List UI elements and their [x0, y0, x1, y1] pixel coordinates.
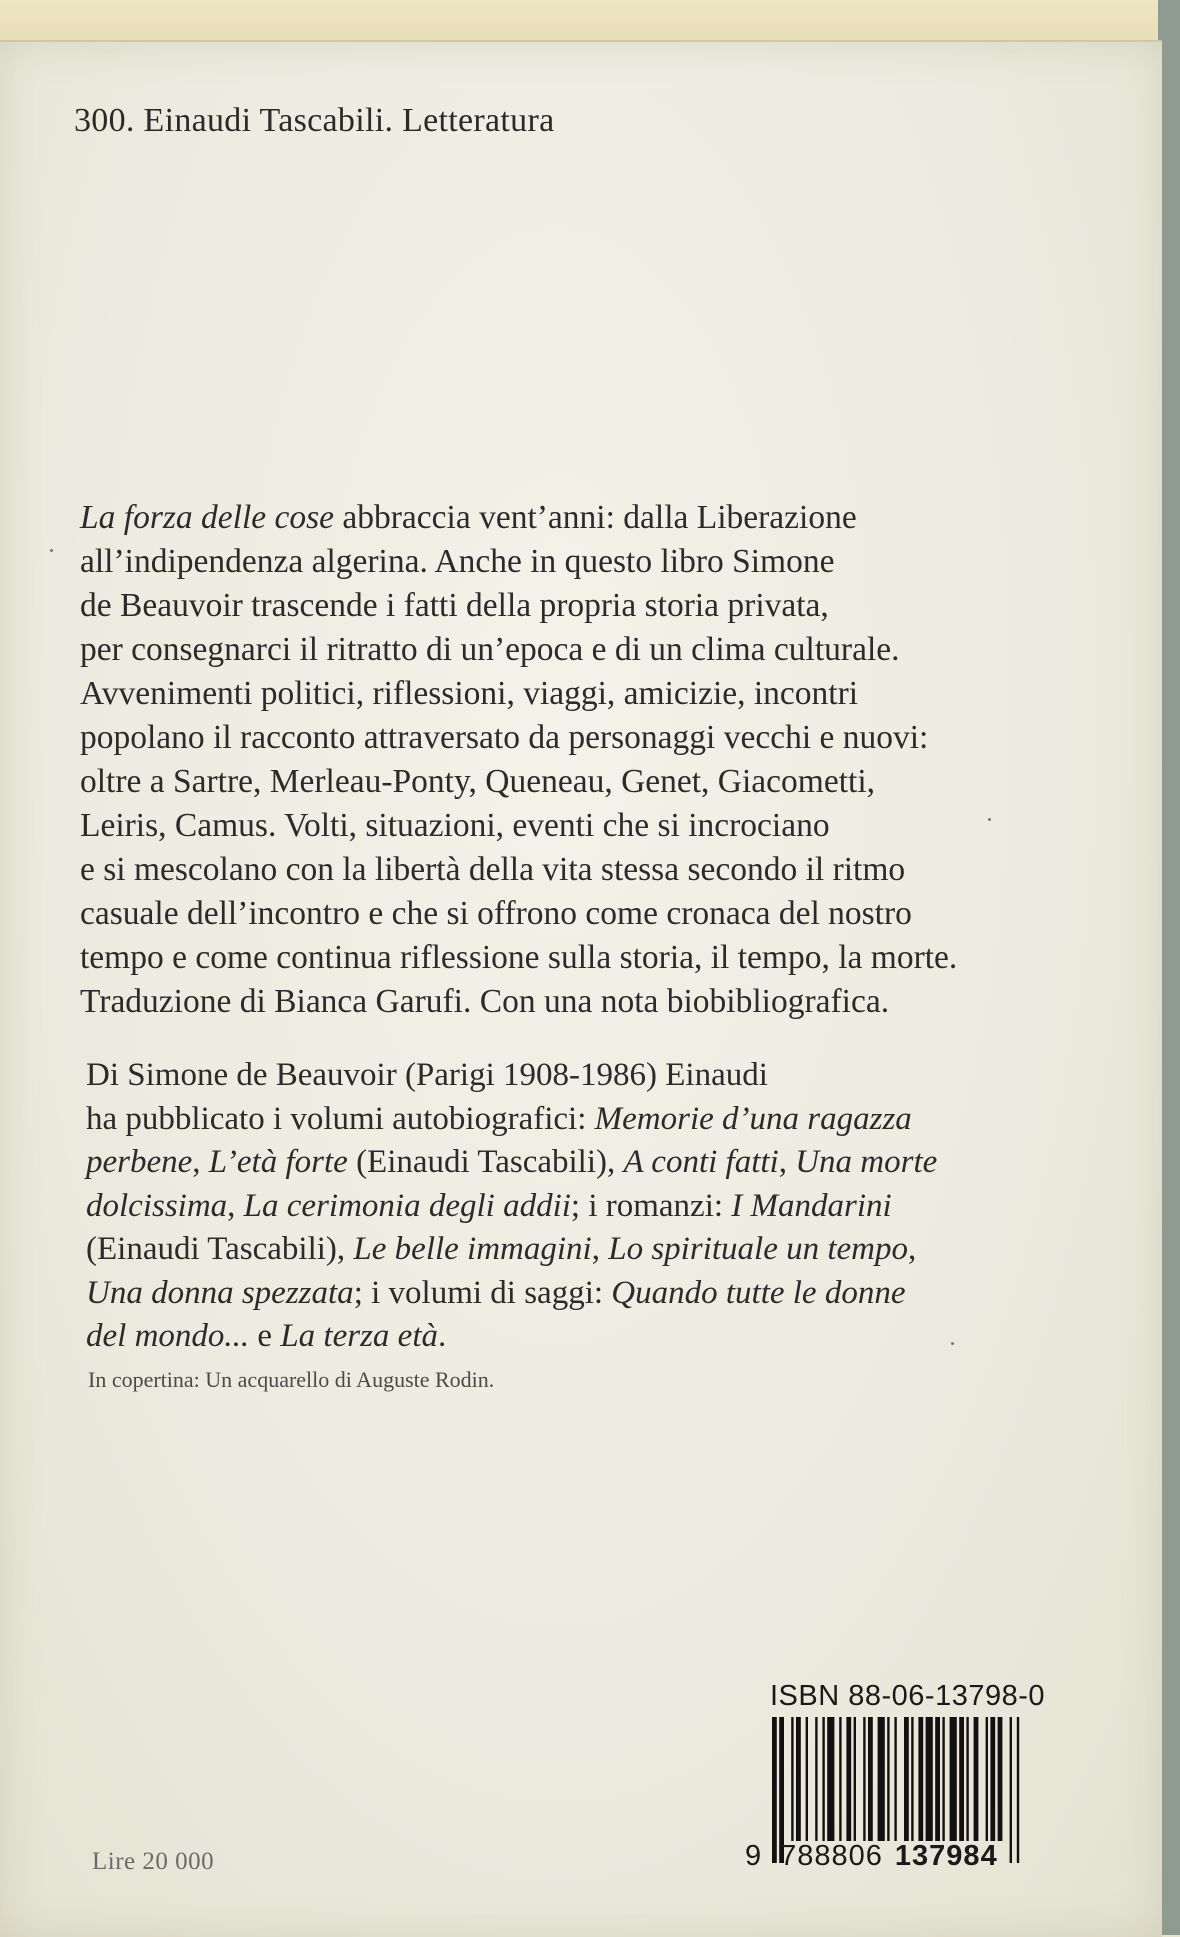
barcode-bar	[868, 1717, 873, 1841]
blurb-line: per consegnarci il ritratto di un’epoca e di un clima culturale.	[80, 631, 900, 668]
blurb-line: tempo e come continua riflessione sulla storia, il tempo, la morte.	[80, 939, 958, 976]
barcode-bar	[887, 1717, 889, 1841]
blurb-line: Leiris, Camus. Volti, situazioni, eventi che si incrociano	[80, 807, 830, 844]
barcode-bar	[935, 1717, 940, 1841]
bio-line: Una donna spezzata; i volumi di saggi: Quando tutte le donne	[86, 1274, 906, 1311]
barcode-bar	[926, 1717, 933, 1841]
bio-line: ha pubblicato i volumi autobiografici: Memorie d’una ragazza	[86, 1100, 912, 1137]
bio-line: dolcissima, La cerimonia degli addii; i romanzi: I Mandarini	[86, 1187, 892, 1224]
speck	[988, 818, 991, 821]
blurb-line: popolano il racconto attraversato da personaggi vecchi e nuovi:	[80, 719, 929, 756]
cover-credit: In copertina: Un acquarello di Auguste Rodin.	[88, 1367, 495, 1392]
barcode-bar	[990, 1717, 995, 1841]
blurb-line: all’indipendenza algerina. Anche in questo libro Simone	[80, 543, 835, 580]
bio-line: (Einaudi Tascabili), Le belle immagini, Lo spirituale un tempo,	[86, 1231, 917, 1267]
bio-line: del mondo... e La terza età.	[86, 1318, 447, 1354]
bio-line: perbene, L’età forte (Einaudi Tascabili), A conti fatti, Una morte	[86, 1144, 938, 1180]
barcode-bar	[986, 1717, 988, 1841]
barcode-bar	[904, 1717, 909, 1841]
barcode-bar	[839, 1717, 841, 1841]
speck	[50, 549, 53, 552]
barcode-bar	[796, 1717, 801, 1841]
blurb-line: de Beauvoir trascende i fatti della propria storia privata,	[80, 587, 829, 624]
barcode-bar	[791, 1717, 793, 1841]
book-title: La forza delle cose	[80, 499, 335, 536]
barcode-bar	[854, 1717, 856, 1841]
bibliography-paragraph	[86, 1054, 1106, 1359]
ean-left-group: 788806	[780, 1840, 883, 1872]
blurb-paragraph	[80, 496, 1110, 1024]
barcode-bar	[878, 1717, 885, 1841]
barcode-bar	[815, 1717, 817, 1841]
blurb-line: e si mescolano con la libertà della vita stessa secondo il ritmo	[80, 851, 906, 888]
barcode-bar	[918, 1717, 923, 1841]
blurb-line: oltre a Sartre, Merleau-Ponty, Queneau, Genet, Giacometti,	[80, 763, 876, 800]
speck	[951, 1342, 954, 1345]
ean-digits	[745, 1840, 998, 1873]
barcode-bar	[950, 1717, 957, 1841]
barcode-bar	[911, 1717, 913, 1841]
barcode-bar	[942, 1717, 944, 1841]
translation-note: Traduzione di Bianca Garufi. Con una nota biobibliografica.	[80, 983, 890, 1020]
barcode-bar	[959, 1717, 964, 1841]
blurb-line: Avvenimenti politici, riflessioni, viaggi, amicizie, incontri	[80, 675, 859, 712]
barcode-bar	[806, 1717, 808, 1841]
barcode-bar	[966, 1717, 968, 1841]
blurb-line: La forza delle cose abbraccia vent’anni: dalla Liberazione	[80, 499, 857, 536]
barcode-bar	[827, 1717, 834, 1841]
isbn-label: ISBN 88-06-13798-0	[770, 1680, 1045, 1712]
barcode-bar	[822, 1717, 824, 1841]
blurb-line: casuale dell’incontro e che si offrono come cronaca del nostro	[80, 895, 912, 932]
bio-line: Di Simone de Beauvoir (Parigi 1908-1986) Einaudi	[86, 1057, 768, 1093]
barcode-bar	[1010, 1717, 1012, 1863]
barcode-bar	[1017, 1717, 1019, 1863]
price-label: Lire 20 000	[92, 1848, 215, 1875]
series-title: 300. Einaudi Tascabili. Letteratura	[74, 102, 555, 139]
barcode-bar	[894, 1717, 896, 1841]
ean-first-digit: 9	[745, 1840, 763, 1872]
barcode-bar	[863, 1717, 865, 1841]
barcode-bar	[846, 1717, 851, 1841]
ean-right-group: 137984	[894, 1840, 998, 1872]
barcode-bar	[974, 1717, 979, 1841]
barcode-bar	[998, 1717, 1003, 1841]
